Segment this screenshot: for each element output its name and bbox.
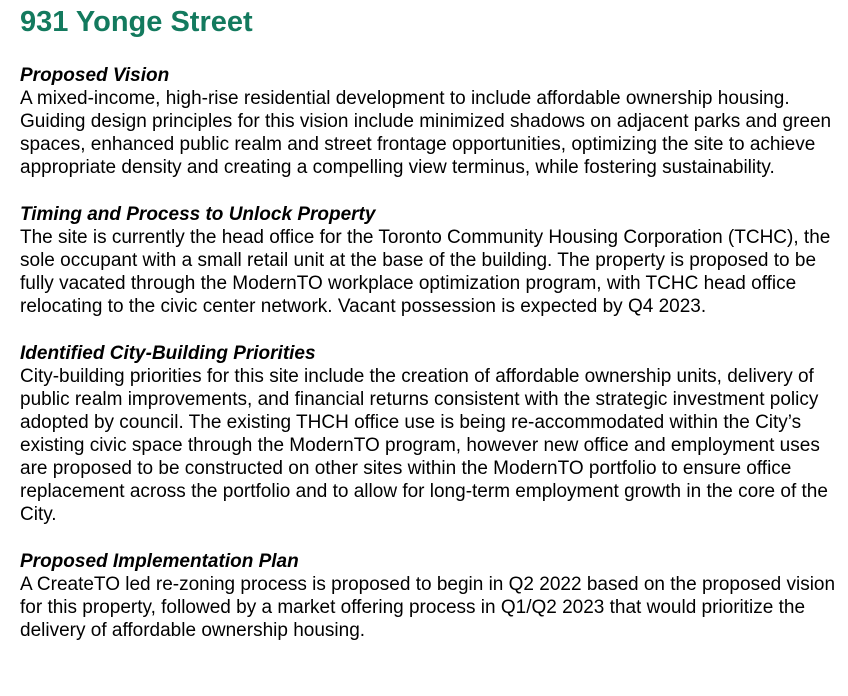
section-heading: Identified City-Building Priorities	[20, 343, 316, 364]
section-body: City-building priorities for this site include the creation of affordable ownership units, delivery of public realm improvements, and financial returns consistent with the strategic investment policy adopted by council. The existing THCH office use is being re-accommodated within the City’s existing civic space through the ModernTO program, however new office and employment uses are proposed to be constructed on other sites within the ModernTO portfolio to ensure office replacement across the portfolio and to allow for long-term employment growth in the core of the City.	[20, 366, 828, 525]
section-heading: Proposed Implementation Plan	[20, 551, 299, 572]
document-page	[20, 0, 840, 642]
section-proposed-vision	[20, 64, 840, 179]
page-title: 931 Yonge Street	[20, 6, 253, 38]
section-city-building-priorities	[20, 342, 840, 526]
section-timing-process	[20, 203, 840, 318]
section-body: The site is currently the head office for the Toronto Community Housing Corporation (TCHC), the sole occupant with a small retail unit at the base of the building. The property is proposed to be fully vacated through the ModernTO workplace optimization program, with TCHC head office relocating to the civic center network. Vacant possession is expected by Q4 2023.	[20, 227, 831, 317]
section-heading: Proposed Vision	[20, 65, 170, 86]
section-body: A CreateTO led re-zoning process is proposed to begin in Q2 2022 based on the proposed vision for this property, followed by a market offering process in Q1/Q2 2023 that would prioritize the delivery of affordable ownership housing.	[20, 574, 836, 641]
section-implementation-plan	[20, 550, 840, 642]
section-body: A mixed-income, high-rise residential development to include affordable ownership housing. Guiding design principles for this vision include minimized shadows on adjacent parks and green spaces, enhanced public realm and street frontage opportunities, optimizing the site to achieve appropriate density and creating a compelling view terminus, while fostering sustainability.	[20, 88, 832, 178]
section-heading: Timing and Process to Unlock Property	[20, 204, 376, 225]
